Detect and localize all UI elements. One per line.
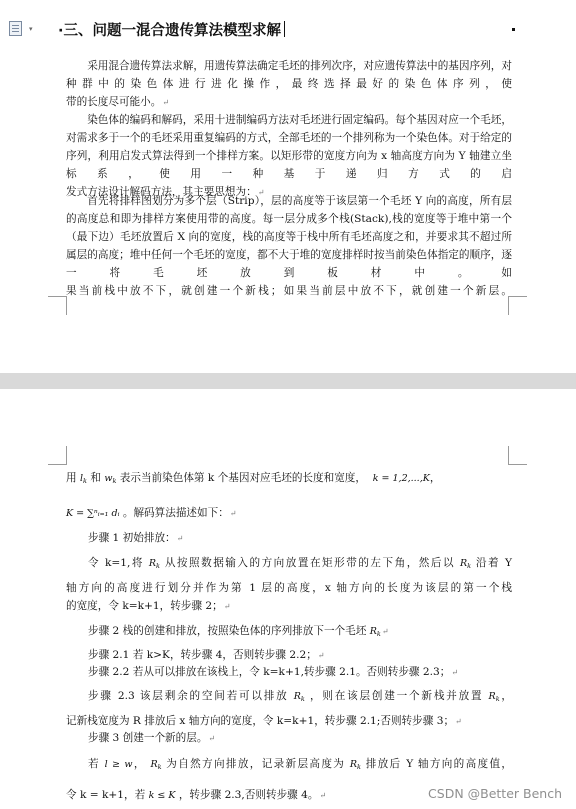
document-icon[interactable] xyxy=(9,21,22,36)
step-2-1: 步骤 2.1 若 k>K，转步骤 4，否则转步骤 2.2；↵ xyxy=(88,649,325,661)
step-1-line-1: 令 k=1,将 $R_k$ 从按照数据输入的方向放置在矩形带的左下角，然后以 $R_k$ 沿着 Y xyxy=(88,557,512,570)
step-3-line-1: 若 l ≥ w， $R_k$ 为自然方向排放，记录新层高度为 $R_k$ 排放后 Y 轴方向的高度值， xyxy=(88,758,512,771)
step-1-line-3: 的宽度，令 k=k+1，转步骤 2；↵ xyxy=(66,600,231,612)
section-heading: ·三、问题一混合遗传算法模型求解 xyxy=(58,19,285,43)
paragraph-3: 首先将排样图划分为多个层（Strip），层的高度等于该层第一个毛坯 Y 向的高度，所有层的高度总和即为排样方案使用带的高度。每一层分成多个栈(Stack),栈的宽度等于堆中第一个（最下边）毛坯放置后 X 向的宽度，栈的高度等于栈中所有毛坯高度之和，并要求其不超过所属层的高度；堆中任何一个毛坯的宽度，都不大于堆的宽度排样时按当前染色体指定的顺序，逐一将毛坯放到板材中。如 果当前栈中放不下，就创建一个新栈；如果当前层中放不下，就创建一个新层。 xyxy=(66,195,513,297)
csdn-watermark: CSDN @Better Bench xyxy=(428,786,562,801)
step-3-line-2: 令 k = k+1，若 k ≤ K ，转步骤 2.3,否则转步骤 4。↵ xyxy=(66,789,327,801)
paragraph-5: K = ∑ⁿᵢ₌₁ dᵢ 。解码算法描述如下：↵ xyxy=(66,507,237,519)
step-2-3-line-1: 步骤 2.3 该层剩余的空间若可以排放 $R_k$ ，则在该层创建一个新栈并放置 $R_k$， xyxy=(88,690,513,703)
sum-formula: K = ∑ⁿᵢ₌₁ dᵢ xyxy=(66,508,120,519)
step-1-line-2: 轴方向的高度进行划分并作为第 1 层的高度，x 轴方向的长度为该层的第一个栈 xyxy=(66,582,512,594)
paragraph-1: 采用混合遗传算法求解，用遗传算法确定毛坯的排列次序，对应遗传算法中的基因序列，对种群中的染色体进行进化操作，最终选择最好的染色体序列，使 带的长度尽可能小。↵ xyxy=(66,60,513,108)
page-gap xyxy=(0,373,576,389)
document-page-1 xyxy=(0,0,576,373)
paragraph-2: 染色体的编码和解码，采用十进制编码方法对毛坯进行固定编码。每个基因对应一个毛坯，对需求多于一个的毛坯采用重复编码的方式，全部毛坯的一个排列称为一个染色体。对于给定的序列，利用启发式算法得到一个排样方案。以矩形带的宽度方向为 x 轴高度方向为 Y 轴建立坐标系，使用一种基于递归方式的启 发式方法设计解码方法，其主要思想为：↵ xyxy=(66,114,513,198)
margin-marker xyxy=(512,28,515,31)
step-2-2: 步骤 2.2 若从可以排放在该栈上，令 k=k+1,转步骤 2.1。否则转步骤 2.3；↵ xyxy=(88,666,459,678)
margin-corner xyxy=(48,296,67,315)
step-2-title: 步骤 2 栈的创建和排放，按照染色体的序列排放下一个毛坯 $R_k↵$ xyxy=(88,625,389,638)
step-2-3-line-2: 记新栈宽度为 R 排放后 x 轴方向的宽度，令 k=k+1，转步骤 2.1;否则转步骤 3；↵ xyxy=(66,715,462,727)
paragraph-4: 用 $l_k$ 和 $w_k$ 表示当前染色体第 k 个基因对应毛坯的长度和宽度， k = 1,2,...,K， xyxy=(66,472,441,485)
margin-corner xyxy=(508,296,527,315)
margin-corner xyxy=(508,446,527,465)
step-3-title: 步骤 3 创建一个新的层。↵ xyxy=(88,732,216,744)
document-page-2 xyxy=(0,389,576,809)
dropdown-caret-icon[interactable]: ▾ xyxy=(29,25,33,33)
margin-corner xyxy=(48,446,67,465)
text-cursor xyxy=(284,21,285,37)
step-1-title: 步骤 1 初始排放：↵ xyxy=(88,532,184,544)
